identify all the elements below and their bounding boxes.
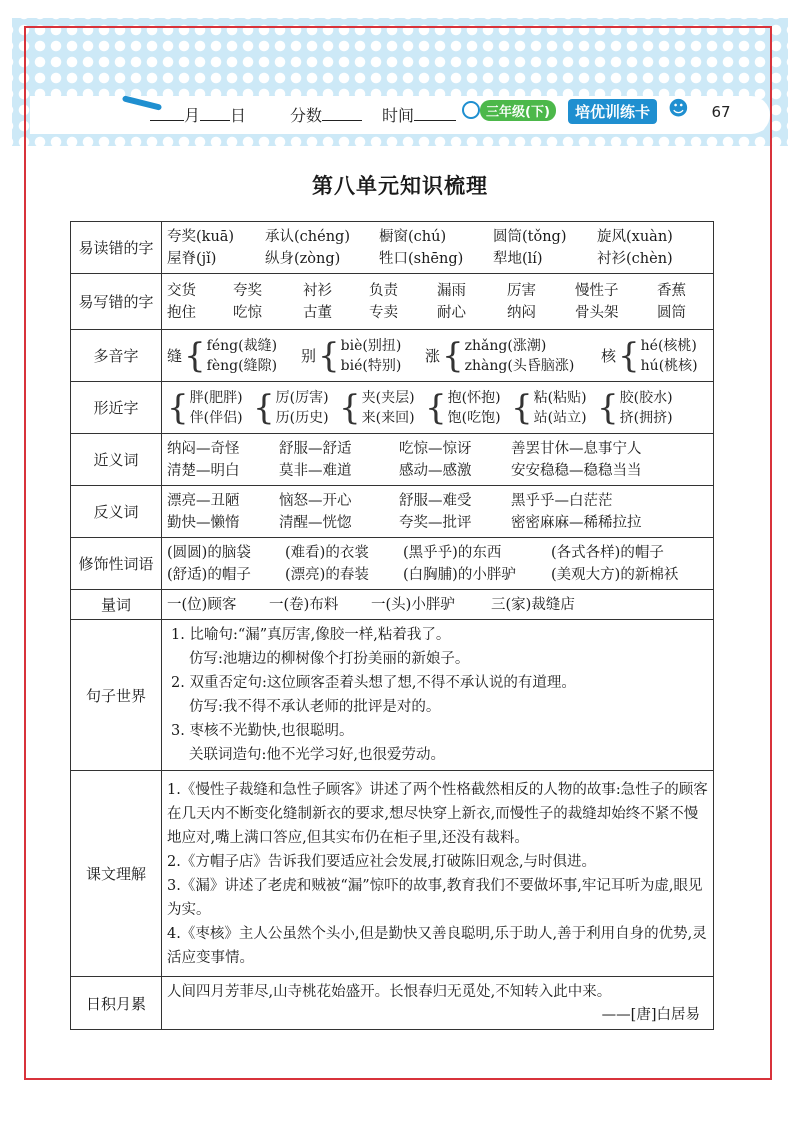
similar-group <box>167 388 249 428</box>
phrase: (各式各样)的帽子 <box>551 544 664 561</box>
word-cell: 吃惊 <box>233 304 262 321</box>
row-label-modifiers: 修饰性词语 <box>71 538 162 590</box>
word-cell: 专卖 <box>369 304 398 321</box>
similar-group <box>597 388 673 428</box>
list-item <box>167 280 708 302</box>
word-pair: 夸奖—批评 <box>399 514 472 531</box>
sentence-line: 仿写:池塘边的柳树像个打扮美丽的新娘子。 <box>189 651 470 667</box>
list-item <box>167 594 708 616</box>
word-cell: 衬衫 <box>303 282 332 299</box>
page-number: 67 <box>711 103 731 121</box>
similar-char: 厉(厉害) <box>275 389 329 406</box>
row-label-easy-read: 易读错的字 <box>71 222 162 274</box>
polyphone-group <box>425 336 595 376</box>
brace-icon: { <box>253 387 275 428</box>
similar-group <box>511 388 593 428</box>
table-row <box>71 382 714 434</box>
word-pair: 漂亮—丑陋 <box>167 492 240 509</box>
reading: hé(核桃) <box>640 337 697 354</box>
mascot-icon: ☻ <box>668 96 689 120</box>
table-row <box>71 771 714 977</box>
measure-phrase: 一(卷)布料 <box>269 596 339 613</box>
brace-icon: { <box>442 335 464 376</box>
list-item <box>167 302 708 324</box>
word-cell: 夸奖 <box>233 282 262 299</box>
list-item <box>167 542 708 564</box>
comprehension-paragraph: 4.《枣核》主人公虽然个头小,但是勤快又善良聪明,乐于助人,善于利用自身的优势,灵活应变事情。 <box>167 925 707 966</box>
reading: biè(别扭) <box>340 337 402 354</box>
sentence-line: 1. 比喻句:“漏”真厉害,像胶一样,粘着我了。 <box>171 627 451 643</box>
word-pair: 密密麻麻—稀稀拉拉 <box>511 514 642 531</box>
list-item <box>167 512 708 534</box>
row-label-synonyms: 近义词 <box>71 434 162 486</box>
similar-group <box>339 388 421 428</box>
polyphone-group <box>601 336 698 376</box>
polyphone-char: 别 <box>301 347 317 365</box>
word-pair: 安安稳稳—稳稳当当 <box>511 462 642 479</box>
measure-phrase: 三(家)裁缝店 <box>491 596 575 613</box>
word-cell: 古董 <box>303 304 332 321</box>
similar-char: 伴(伴侣) <box>189 409 243 426</box>
similar-char: 站(站立) <box>533 409 587 426</box>
word-pair: 吃惊—惊讶 <box>399 440 472 457</box>
phrase: (美观大方)的新棉袄 <box>551 566 679 583</box>
grade-badge: 三年级(下) <box>480 100 556 121</box>
polyphone-groups <box>167 336 708 376</box>
table-row <box>71 590 714 620</box>
polyphone-char: 核 <box>601 347 617 365</box>
comprehension-paragraph: 1.《慢性子裁缝和急性子顾客》讲述了两个性格截然相反的人物的故事:急性子的顾客在几天内不断变化缝制新衣的要求,想尽快穿上新衣,而慢性子的裁缝却始终不紧不慢地应对,嘴上满口答应,但其实布仍在柜子里,还没有裁料。 <box>167 781 708 846</box>
row-label-polyphone: 多音字 <box>71 330 162 382</box>
word-cell: 纵身(zòng) <box>265 250 341 267</box>
word-cell: 交货 <box>167 282 196 299</box>
phrase: (舒适)的帽子 <box>167 566 251 583</box>
similar-char: 饱(吃饱) <box>447 409 501 426</box>
table-row <box>71 330 714 382</box>
similar-char: 来(来回) <box>361 409 415 426</box>
word-pair: 舒服—舒适 <box>279 440 352 457</box>
word-cell: 橱窗(chú) <box>379 228 447 245</box>
reading: bié(特别) <box>340 357 402 374</box>
similar-char: 抱(怀抱) <box>447 389 501 406</box>
similar-char: 历(历史) <box>275 409 329 426</box>
word-cell: 耐心 <box>437 304 466 321</box>
brace-icon: { <box>425 387 447 428</box>
polyphone-char: 涨 <box>425 347 441 365</box>
list-item <box>167 490 708 512</box>
word-pair: 清楚—明白 <box>167 462 240 479</box>
word-cell: 负责 <box>369 282 398 299</box>
brace-icon: { <box>597 387 619 428</box>
day-label: 日 <box>230 106 247 125</box>
similar-char: 胶(胶水) <box>619 389 673 406</box>
phrase: (黑乎乎)的东西 <box>403 544 502 561</box>
similar-char: 夹(夹层) <box>361 389 415 406</box>
word-pair: 勤快—懒惰 <box>167 514 240 531</box>
word-pair: 善罢甘休—息事宁人 <box>511 440 642 457</box>
word-cell: 犁地(lí) <box>493 250 543 267</box>
table-row <box>71 274 714 330</box>
phrase: (漂亮)的春装 <box>285 566 369 583</box>
reading: zhàng(头昏脑涨) <box>464 357 575 374</box>
word-cell: 圆筒(tǒng) <box>493 228 567 245</box>
similar-groups <box>167 388 708 428</box>
similar-char: 胖(肥胖) <box>189 389 243 406</box>
word-pair: 舒服—难受 <box>399 492 472 509</box>
reading: zhǎng(涨潮) <box>464 337 547 354</box>
reading: fèng(缝隙) <box>206 357 278 374</box>
list-item <box>167 460 708 482</box>
month-label: 月 <box>184 106 201 125</box>
polyphone-group <box>301 336 419 376</box>
sentence-line: 2. 双重否定句:这位顾客歪着头想了想,不得不承认说的有道理。 <box>171 675 576 691</box>
brand-title: 培优训练卡 <box>568 99 657 124</box>
table-row <box>71 620 714 771</box>
sentence-line: 关联词造句:他不光学习好,也很爱劳动。 <box>189 747 445 763</box>
list-item <box>167 564 708 586</box>
reading: féng(裁缝) <box>206 337 278 354</box>
row-label-measure: 量词 <box>71 590 162 620</box>
brace-icon: { <box>618 335 640 376</box>
row-label-similar: 形近字 <box>71 382 162 434</box>
similar-char: 粘(粘贴) <box>533 389 587 406</box>
word-pair: 感动—感激 <box>399 462 472 479</box>
table-row <box>71 538 714 590</box>
phrase: (白胸脯)的小胖驴 <box>403 566 516 583</box>
row-label-sentences: 句子世界 <box>71 620 162 771</box>
brace-icon: { <box>318 335 340 376</box>
row-label-comprehension: 课文理解 <box>71 771 162 977</box>
word-pair: 纳闷—奇怪 <box>167 440 240 457</box>
measure-phrase: 一(头)小胖驴 <box>371 596 455 613</box>
brace-icon: { <box>339 387 361 428</box>
page-title: 第八单元知识梳理 <box>312 173 488 198</box>
row-label-antonyms: 反义词 <box>71 486 162 538</box>
word-cell: 夸奖(kuā) <box>167 228 235 245</box>
word-cell: 旋风(xuàn) <box>597 228 673 245</box>
phrase: (难看)的衣裳 <box>285 544 369 561</box>
time-label: 时间 <box>382 106 415 125</box>
list-item <box>167 248 708 270</box>
word-cell: 漏雨 <box>437 282 466 299</box>
word-pair: 清醒—恍惚 <box>279 514 352 531</box>
table-row <box>71 222 714 274</box>
word-cell: 骨头架 <box>575 304 619 321</box>
word-cell: 屋脊(jǐ) <box>167 250 217 267</box>
similar-char: 挤(拥挤) <box>619 409 673 426</box>
similar-group <box>425 388 507 428</box>
word-cell: 香蕉 <box>657 282 686 299</box>
word-cell: 牲口(shēng) <box>379 250 464 267</box>
similar-group <box>253 388 335 428</box>
word-cell: 抱住 <box>167 304 196 321</box>
word-cell: 厉害 <box>507 282 536 299</box>
reading: hú(桃核) <box>640 357 698 374</box>
brace-icon: { <box>184 335 206 376</box>
word-pair: 黑乎乎—白茫茫 <box>511 492 613 509</box>
sentence-line: 仿写:我不得不承认老师的批评是对的。 <box>189 699 441 715</box>
measure-phrase: 一(位)顾客 <box>167 596 237 613</box>
word-pair: 恼怒—开心 <box>279 492 352 509</box>
row-label-easy-write: 易写错的字 <box>71 274 162 330</box>
word-cell: 衬衫(chèn) <box>597 250 673 267</box>
table-row <box>71 977 714 1030</box>
word-pair: 莫非—难道 <box>279 462 352 479</box>
score-label: 分数 <box>290 106 323 125</box>
word-cell: 慢性子 <box>575 282 619 299</box>
comprehension-paragraph: 3.《漏》讲述了老虎和贼被“漏”惊吓的故事,教育我们不要做坏事,牢记耳听为虚,眼见为实。 <box>167 877 703 918</box>
poem-text: 人间四月芳菲尽,山寺桃花始盛开。长恨春归无觅处,不知转入此中来。 <box>167 984 612 1000</box>
phrase: (圆圆)的脑袋 <box>167 544 251 561</box>
comprehension-paragraph: 2.《方帽子店》告诉我们要适应社会发展,打破陈旧观念,与时俱进。 <box>167 853 597 870</box>
list-item <box>167 438 708 460</box>
table-row <box>71 434 714 486</box>
list-item <box>167 226 708 248</box>
word-cell: 圆筒 <box>657 304 686 321</box>
polyphone-group <box>167 336 295 376</box>
knowledge-table <box>70 221 714 1030</box>
poem-author: ——[唐]白居易 <box>601 1007 700 1023</box>
sentence-line: 3. 枣核不光勤快,也很聪明。 <box>171 723 354 739</box>
polyphone-char: 缝 <box>167 347 183 365</box>
row-label-daily: 日积月累 <box>71 977 162 1030</box>
brace-icon: { <box>511 387 533 428</box>
word-cell: 承认(chéng) <box>265 228 350 245</box>
word-cell: 纳闷 <box>507 304 536 321</box>
brace-icon: { <box>167 387 189 428</box>
table-row <box>71 486 714 538</box>
